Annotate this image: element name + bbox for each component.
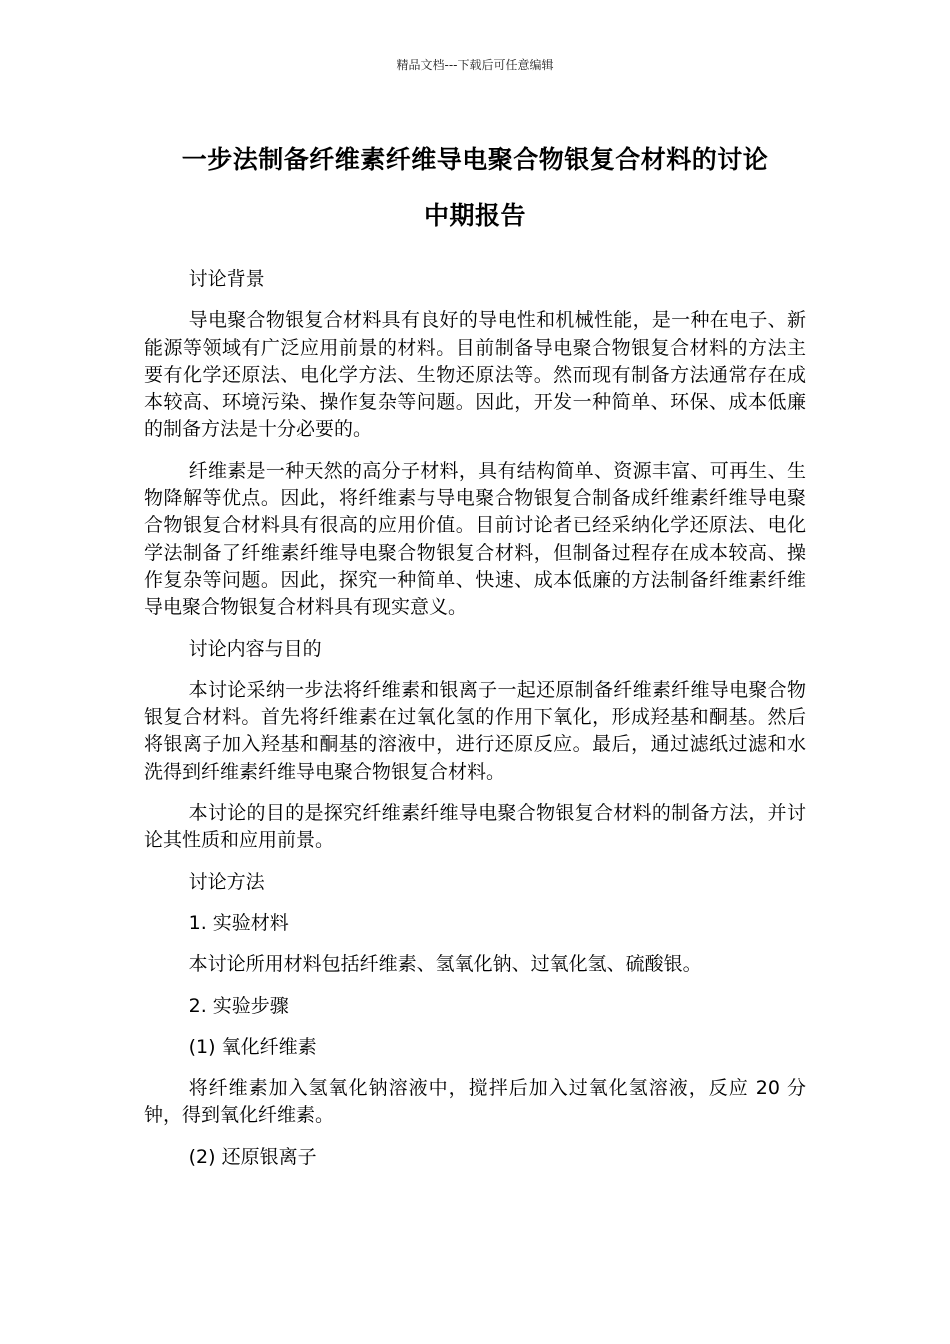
header-note: 精品文档---下载后可任意编辑 xyxy=(396,58,554,72)
document-body xyxy=(144,266,806,1185)
paragraph: 纤维素是一种天然的高分子材料，具有结构简单、资源丰富、可再生、生物降解等优点。因此，将纤维素与导电聚合物银复合制备成纤维素纤维导电聚合物银复合材料具有很高的应用价值。目前讨论者已经采纳化学还原法、电化学法制备了纤维素纤维导电聚合物银复合材料，但制备过程存在成本较高、操作复杂等问题。因此，探究一种简单、快速、成本低廉的方法制备纤维素纤维导电聚合物银复合材料具有现实意义。 xyxy=(144,459,806,619)
paragraph: 本讨论采纳一步法将纤维素和银离子一起还原制备纤维素纤维导电聚合物银复合材料。首先将纤维素在过氧化氢的作用下氧化，形成羟基和酮基。然后将银离子加入羟基和酮基的溶液中，进行还原反应。最后，通过滤纸过滤和水洗得到纤维素纤维导电聚合物银复合材料。 xyxy=(144,678,806,783)
paragraph: 将纤维素加入氢氧化钠溶液中，搅拌后加入过氧化氢溶液，反应 20 分钟，得到氧化纤维素。 xyxy=(144,1077,806,1127)
step-heading: (2) 还原银离子 xyxy=(188,1145,317,1168)
subheading-steps: 2. 实验步骤 xyxy=(188,994,289,1017)
subheading-materials: 1. 实验材料 xyxy=(188,911,289,934)
paragraph: 本讨论的目的是探究纤维素纤维导电聚合物银复合材料的制备方法，并讨论其性质和应用前景。 xyxy=(144,802,806,852)
title-line-1: 一步法制备纤维素纤维导电聚合物银复合材料的讨论 xyxy=(181,145,769,174)
paragraph: 导电聚合物银复合材料具有良好的导电性和机械性能，是一种在电子、新能源等领域有广泛应用前景的材料。目前制备导电聚合物银复合材料的方法主要有化学还原法、电化学方法、生物还原法等。然而现有制备方法通常存在成本较高、环境污染、操作复杂等问题。因此，开发一种简单、环保、成本低廉的制备方法是十分必要的。 xyxy=(144,309,806,441)
section-heading-content: 讨论内容与目的 xyxy=(188,637,322,660)
section-heading-background: 讨论背景 xyxy=(188,268,265,290)
step-heading: (1) 氧化纤维素 xyxy=(188,1035,317,1058)
section-heading-method: 讨论方法 xyxy=(188,870,265,893)
title-line-2: 中期报告 xyxy=(423,201,526,230)
paragraph: 本讨论所用材料包括纤维素、氢氧化钠、过氧化氢、硫酸银。 xyxy=(188,953,702,976)
document-title xyxy=(140,132,810,244)
